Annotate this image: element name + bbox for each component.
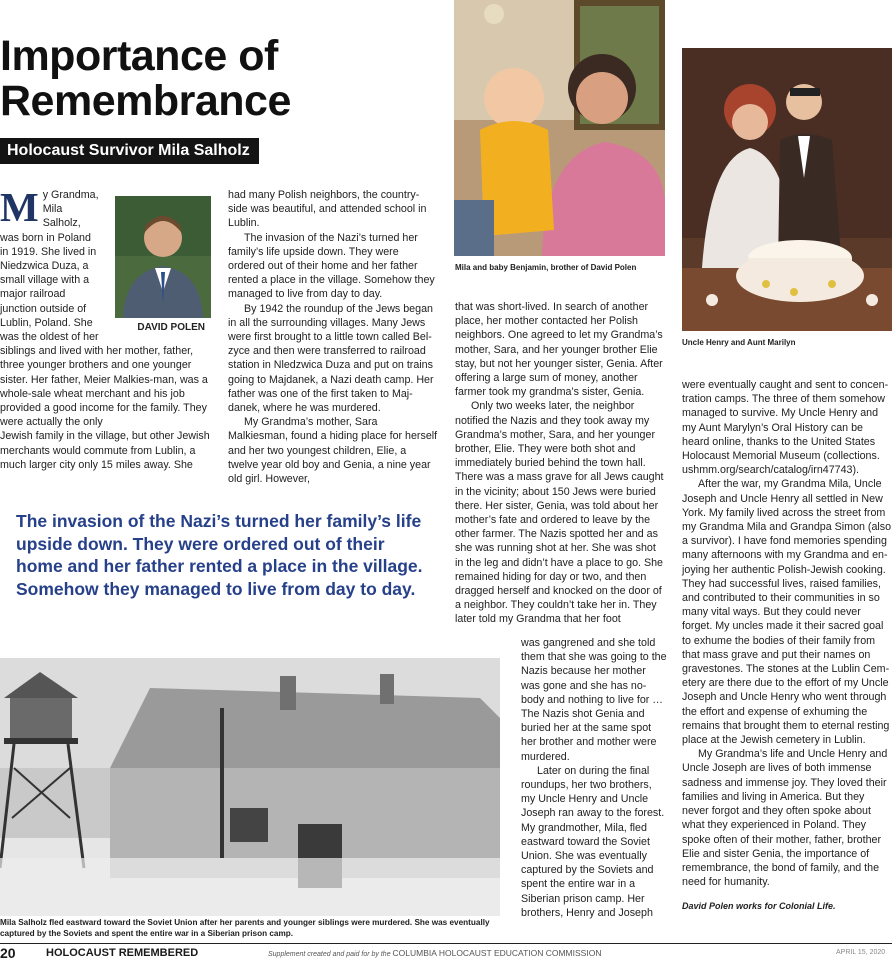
henry-marilyn-image [682,48,892,331]
drop-cap: M [0,184,39,230]
title-line-2: Remembrance [0,77,291,125]
author-caption: DAVID POLEN [137,322,205,333]
footer-section: HOLOCAUST REMEMBERED [46,947,199,959]
author-photo-wrap [103,196,213,336]
footer-page-number: 20 [0,945,16,961]
col3-p1: that was short-lived. In search of another place, her mother contacted her Polish neighbors. One agreed to let my Grandma’s mother, Sara, and her younger brother Elie stay, but not her younger sister, Genia. After offering a large sum of money, another farmer took my grandma’s sister, Genia. [455,301,663,399]
author-photo [115,196,211,318]
pull-quote: The invasion of the Nazi’s turned her family’s life upside down. They were ordered out of their home and her father rented a place in the village. Somehow they managed to live from day to day. [16,511,423,599]
caption-camp: Mila Salholz fled eastward toward the Soviet Union after her parents and younger siblings were murdered. She was eventually captured by the Soviets and spent the entire war in a Siberian prison camp. [0,918,490,938]
col4-signoff [682,899,892,913]
camp-image [0,658,500,916]
title-line-1: Importance of [0,32,278,80]
photo-mila-baby [454,0,665,256]
column-1 [0,184,213,472]
col1-rest: Jewish family in the village, but other Jewish merchants would commute from Lublin, a much larger city only 15 miles away. She [0,430,210,471]
footer-supplement-text: Supplement created and paid for by the [268,951,391,958]
article-title [0,34,440,124]
column-3-top [455,300,667,627]
caption-henry-marilyn: Uncle Henry and Aunt Marilyn [682,338,796,347]
col2-p1: had many Polish neighbors, the country-side was beautiful, and attended school in Lublin. [228,189,427,230]
column-4 [682,378,892,914]
column-2 [228,188,438,486]
col4-p1: were eventually caught and sent to concen-tration camps. The three of them somehow managed to survive. My Uncle Henry and my Aunt Marylyn’s Oral History can be heard online, thanks to the United States Holocaust Memorial Museum (collections. ushmm.org/search/catalog/irn47743). [682,379,889,477]
col4-p3: My Grandma’s life and Uncle Henry and Uncle Joseph are lives of both immense sadness and immense joy. They loved their families and living in America. But they never forgot and they often spoke about what they experienced in Poland. They spoke often of their mother, father, brother Elie and sister Genia, the importance of remembrance, the bond of family, and the need for humanity. [682,748,888,889]
col2-p2: The invasion of the Nazi’s turned her family’s life upside down. They were ordered out of their home and her father rented a place in the village. Somehow they managed to live from day to day. [228,231,435,301]
col2-p4: My Grandma’s mother, Sara Malkiesman, found a hiding place for herself and her two youngest children, Elie, a twelve year old boy and Genia, a nine year old girl. However, [228,416,438,486]
column-3-bottom [521,636,667,920]
photo-camp [0,658,500,916]
signoff-text: David Polen works for Colonial Life. [682,901,836,912]
col1-intro: y Grandma, Mila Salholz, was born in Poland in 1919. She lived in Niedzwica Duza, a small village with a major railroad junction outside of Lublin, Poland. She was the oldest of her siblings and lived with her mother, father, three younger brothers and one younger sister. Her father, Meier Malkies-man, was a whole-sale wheat merchant and his job provided a good income for the family. They were actually the only [0,189,208,429]
mila-baby-image [454,0,665,256]
caption-mila-baby: Mila and baby Benjamin, brother of David Polen [455,263,637,272]
col4-p2: After the war, my Grandma Mila, Uncle Joseph and Uncle Henry all settled in New York. My family lived across the street from my Grandma Mila and Grandpa Simon (also a survivor). I have fond memories spending many afternoons with my Grandma and en-joying her authentic Polish-Jewish cooking. They had successful lives, raised families, and contributed to their communities in so many vital ways. But they could never forget. My uncles made it their sacred goal to exhume the bodies of their family from that mass grave and put their names on gravestones. The stones at the Lublin Cem-etery are there due to the effort of my Uncle Joseph and Uncle Henry who went through the effort and expense of exhuming the remains that brought them to eternal resting place at the Jewish cemetery in Lublin. [682,478,892,747]
footer-supplement [268,946,601,962]
col3-p2b: was gangrened and she told them that she was going to the Nazis because her mother was gone and she has no-body and nothing to live for … The Nazis shot Genia and buried her at the same spot her brother and mother were murdered. [521,637,667,763]
footer-rule [0,943,892,944]
footer-date: APRIL 15, 2020 [836,949,886,956]
col3-p3: Later on during the final roundups, her two brothers, my Uncle Henry and Uncle Joseph ran away to the forest. My grandmother, Mila, fled eastward toward the Soviet Union. She was eventually captured by the Soviets and spent the entire war in a Siberian prison camp. Her brothers, Henry and Joseph [521,764,665,919]
col3-p2: Only two weeks later, the neighbor notified the Nazis and they took away my Grandma’s mother, Sara, and her younger brother, Elie. They were both shot and immediately buried behind the town hall. There was a mass grave for all Jews caught in the vicinity; about 150 Jews were buried there. Her sister, Genia, was told about her mother’s fate and ordered to leave by the other farmer. The Nazis spotted her and as she was running shot at her. She was shot in the leg and didn’t have a place to go. She remained hiding for day or two, and then dragged herself and knocked on the door of a neighbor. They couldn’t take her in. They later told my Grandma that her foot [455,400,664,626]
photo-henry-marilyn [682,48,892,331]
footer-commission: COLUMBIA HOLOCAUST EDUCATION COMMISSION [392,948,602,958]
article-subtitle: Holocaust Survivor Mila Salholz [0,138,259,164]
col2-p3: By 1942 the roundup of the Jews began in all the surrounding villages. Many Jews were first brought to a little town called Bel-zyce and then were transferred to railroad station in Nledzwica Duza and put on trains going to Majdanek, a Nazi death camp. Her father was one of the first taken to Maj-danek, where he was murdered. [228,302,434,415]
